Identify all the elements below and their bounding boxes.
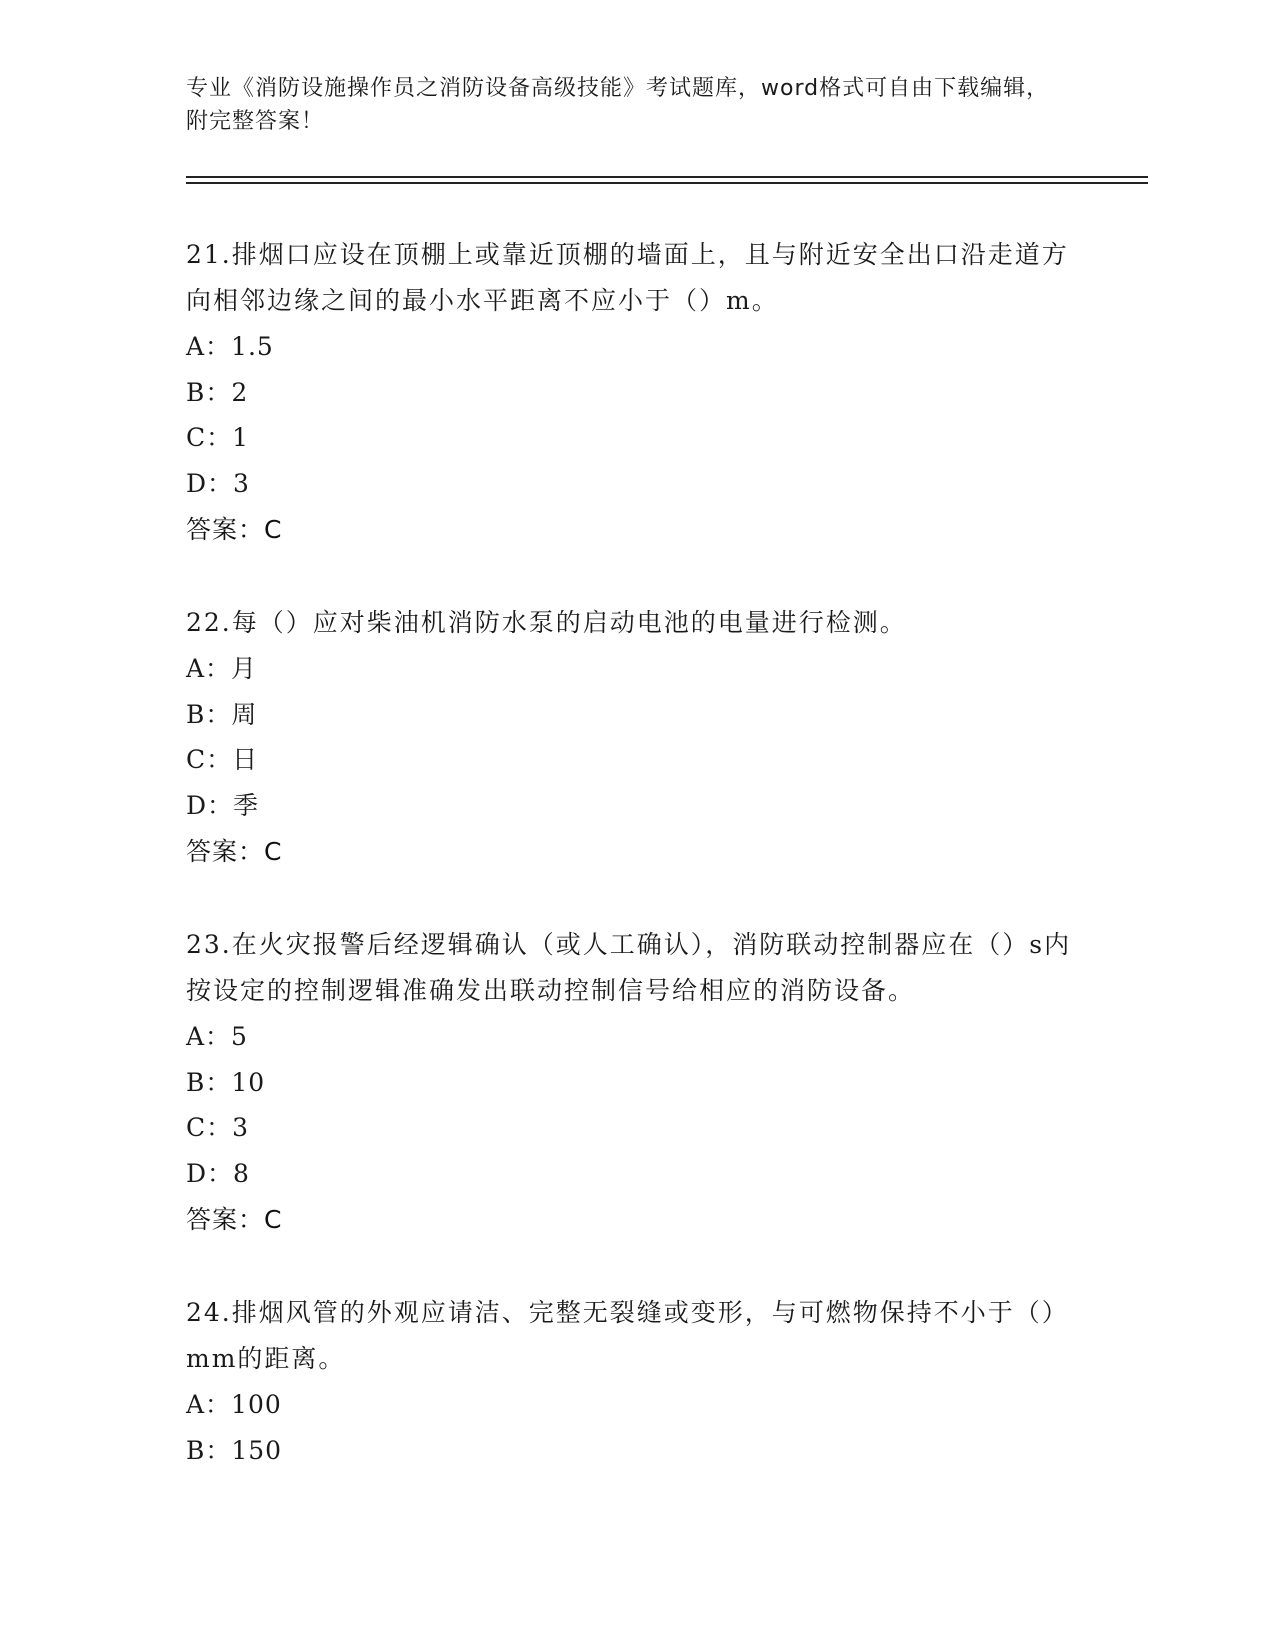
option-d: D：8 xyxy=(186,1158,250,1188)
question-stem: 24.排烟风管的外观应请洁、完整无裂缝或变形，与可燃物保持不小于（）mm的距离。 xyxy=(186,1298,1069,1373)
question-24 xyxy=(186,1290,1076,1473)
option-a: A：5 xyxy=(186,1022,248,1051)
question-22 xyxy=(186,600,1076,876)
option-a: A：月 xyxy=(186,654,258,683)
option-c: C：3 xyxy=(186,1113,250,1142)
header-divider-top xyxy=(186,176,1148,178)
option-c: C：日 xyxy=(186,745,259,774)
option-b: B：2 xyxy=(186,377,249,407)
question-list xyxy=(186,232,1076,1519)
option-a: A：100 xyxy=(186,1390,282,1419)
answer: 答案：C xyxy=(186,1205,283,1234)
option-b: B：10 xyxy=(186,1067,266,1097)
question-21 xyxy=(186,232,1076,554)
question-23 xyxy=(186,922,1076,1244)
option-d: D：季 xyxy=(186,790,260,820)
option-c: C：1 xyxy=(186,423,250,452)
document-header: 专业《消防设施操作员之消防设备高级技能》考试题库，word格式可自由下载编辑，附完整答案！ xyxy=(186,76,1050,134)
option-a: A：1.5 xyxy=(186,332,274,361)
header-divider-bottom xyxy=(186,182,1148,184)
option-b: B：周 xyxy=(186,699,258,729)
answer: 答案：C xyxy=(186,515,283,544)
question-stem: 22.每（）应对柴油机消防水泵的启动电池的电量进行检测。 xyxy=(186,608,907,637)
question-stem: 23.在火灾报警后经逻辑确认（或人工确认），消防联动控制器应在（）s内按设定的控制逻辑准确发出联动控制信号给相应的消防设备。 xyxy=(186,930,1072,1005)
answer: 答案：C xyxy=(186,837,283,866)
question-stem: 21.排烟口应设在顶棚上或靠近顶棚的墙面上，且与附近安全出口沿走道方向相邻边缘之间的最小水平距离不应小于（）m。 xyxy=(186,240,1069,315)
option-d: D：3 xyxy=(186,468,250,498)
option-b: B：150 xyxy=(186,1435,283,1465)
